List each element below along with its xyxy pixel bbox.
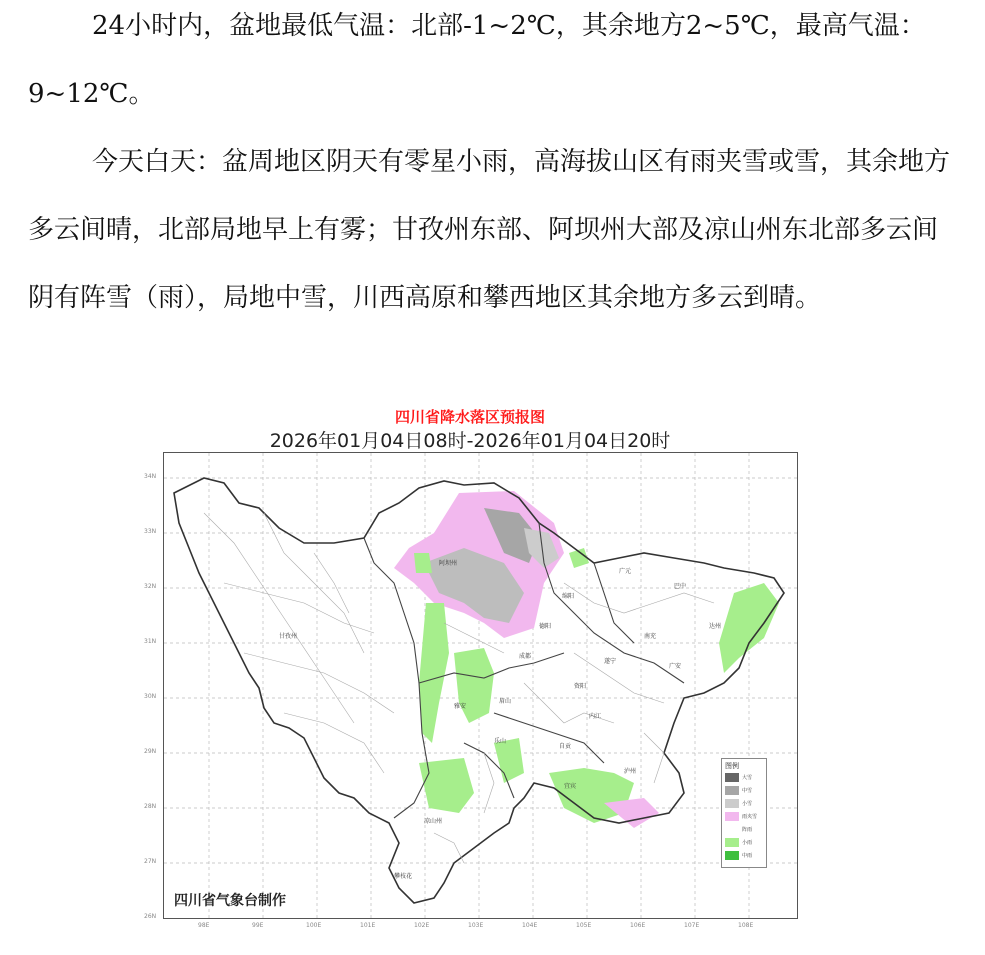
city-label: 绵阳 — [562, 593, 575, 600]
legend-item — [722, 810, 766, 823]
legend-label: 中雨 — [742, 853, 753, 859]
map-title: 四川省降水落区预报图 — [394, 408, 545, 426]
city-label: 资阳 — [574, 683, 587, 690]
y-tick: 29N — [144, 748, 157, 755]
precipitation-forecast-map — [130, 400, 810, 940]
city-label: 攀枝花 — [394, 873, 413, 880]
y-tick: 32N — [144, 583, 157, 590]
city-label: 乐山 — [494, 738, 507, 745]
y-tick: 28N — [144, 803, 157, 810]
legend-item — [722, 784, 766, 797]
y-tick: 33N — [144, 528, 157, 535]
y-tick: 31N — [144, 638, 157, 645]
city-label: 巴中 — [674, 583, 687, 590]
city-label: 宜宾 — [564, 783, 577, 790]
map-frame — [163, 452, 798, 919]
city-label: 内江 — [589, 713, 602, 720]
y-tick: 30N — [144, 693, 157, 700]
legend-swatch — [725, 799, 739, 808]
x-tick: 104E — [522, 922, 538, 929]
legend-swatch — [725, 812, 739, 821]
city-label: 广安 — [669, 663, 682, 670]
city-label: 达州 — [709, 623, 722, 630]
y-tick: 26N — [144, 913, 157, 920]
x-tick: 103E — [468, 922, 484, 929]
city-label: 遂宁 — [604, 658, 617, 665]
x-tick: 98E — [198, 922, 210, 929]
legend-title: 图例 — [725, 762, 739, 770]
city-label: 德阳 — [539, 623, 552, 630]
x-tick: 102E — [414, 922, 430, 929]
paragraph-temperature: 24小时内，盆地最低气温：北部-1~2℃，其余地方2~5℃，最高气温：9~12℃。 — [28, 11, 926, 109]
legend-item — [722, 849, 766, 862]
city-label: 阿坝州 — [439, 560, 458, 567]
legend-swatch — [725, 851, 739, 860]
map-credit: 四川省气象台制作 — [174, 893, 286, 909]
legend-label: 小雪 — [742, 801, 753, 807]
city-label: 眉山 — [499, 698, 512, 705]
paragraph-daytime-forecast: 今天白天：盆周地区阴天有零星小雨，高海拔山区有雨夹雪或雪，其余地方多云间晴，北部局地早上有雾；甘孜州东部、阿坝州大部及凉山州东北部多云间阴有阵雪（雨），局地中雪，川西高原和攀西地区其余地方多云到晴。 — [28, 147, 951, 313]
map-legend — [721, 758, 767, 868]
city-label: 甘孜州 — [279, 633, 298, 640]
legend-label: 小雨 — [742, 840, 753, 846]
city-label: 雅安 — [454, 703, 467, 710]
y-tick: 34N — [144, 473, 157, 480]
x-tick: 105E — [576, 922, 592, 929]
x-tick: 108E — [738, 922, 754, 929]
y-tick: 27N — [144, 858, 157, 865]
legend-item — [722, 797, 766, 810]
map-subtitle: 2026年01月04日08时-2026年01月04日20时 — [269, 430, 671, 452]
city-label: 自贡 — [559, 743, 572, 750]
x-tick: 106E — [630, 922, 646, 929]
legend-label: 雨夹雪 — [742, 814, 758, 820]
x-tick: 107E — [684, 922, 700, 929]
legend-swatch — [725, 838, 739, 847]
legend-item — [722, 771, 766, 784]
city-label: 凉山州 — [424, 818, 443, 825]
map-canvas — [164, 453, 797, 918]
legend-label: 中雪 — [742, 788, 753, 794]
legend-label: 阵雨 — [742, 827, 753, 833]
legend-item — [722, 836, 766, 849]
legend-item — [722, 823, 766, 836]
city-label: 泸州 — [624, 768, 637, 775]
city-label: 成都 — [519, 653, 532, 660]
x-tick: 99E — [252, 922, 264, 929]
legend-swatch — [725, 825, 739, 834]
legend-label: 大雪 — [742, 775, 753, 781]
x-tick: 101E — [360, 922, 376, 929]
legend-swatch — [725, 773, 739, 782]
city-label: 广元 — [619, 568, 632, 575]
x-tick: 100E — [306, 922, 322, 929]
legend-swatch — [725, 786, 739, 795]
city-label: 南充 — [644, 633, 657, 640]
